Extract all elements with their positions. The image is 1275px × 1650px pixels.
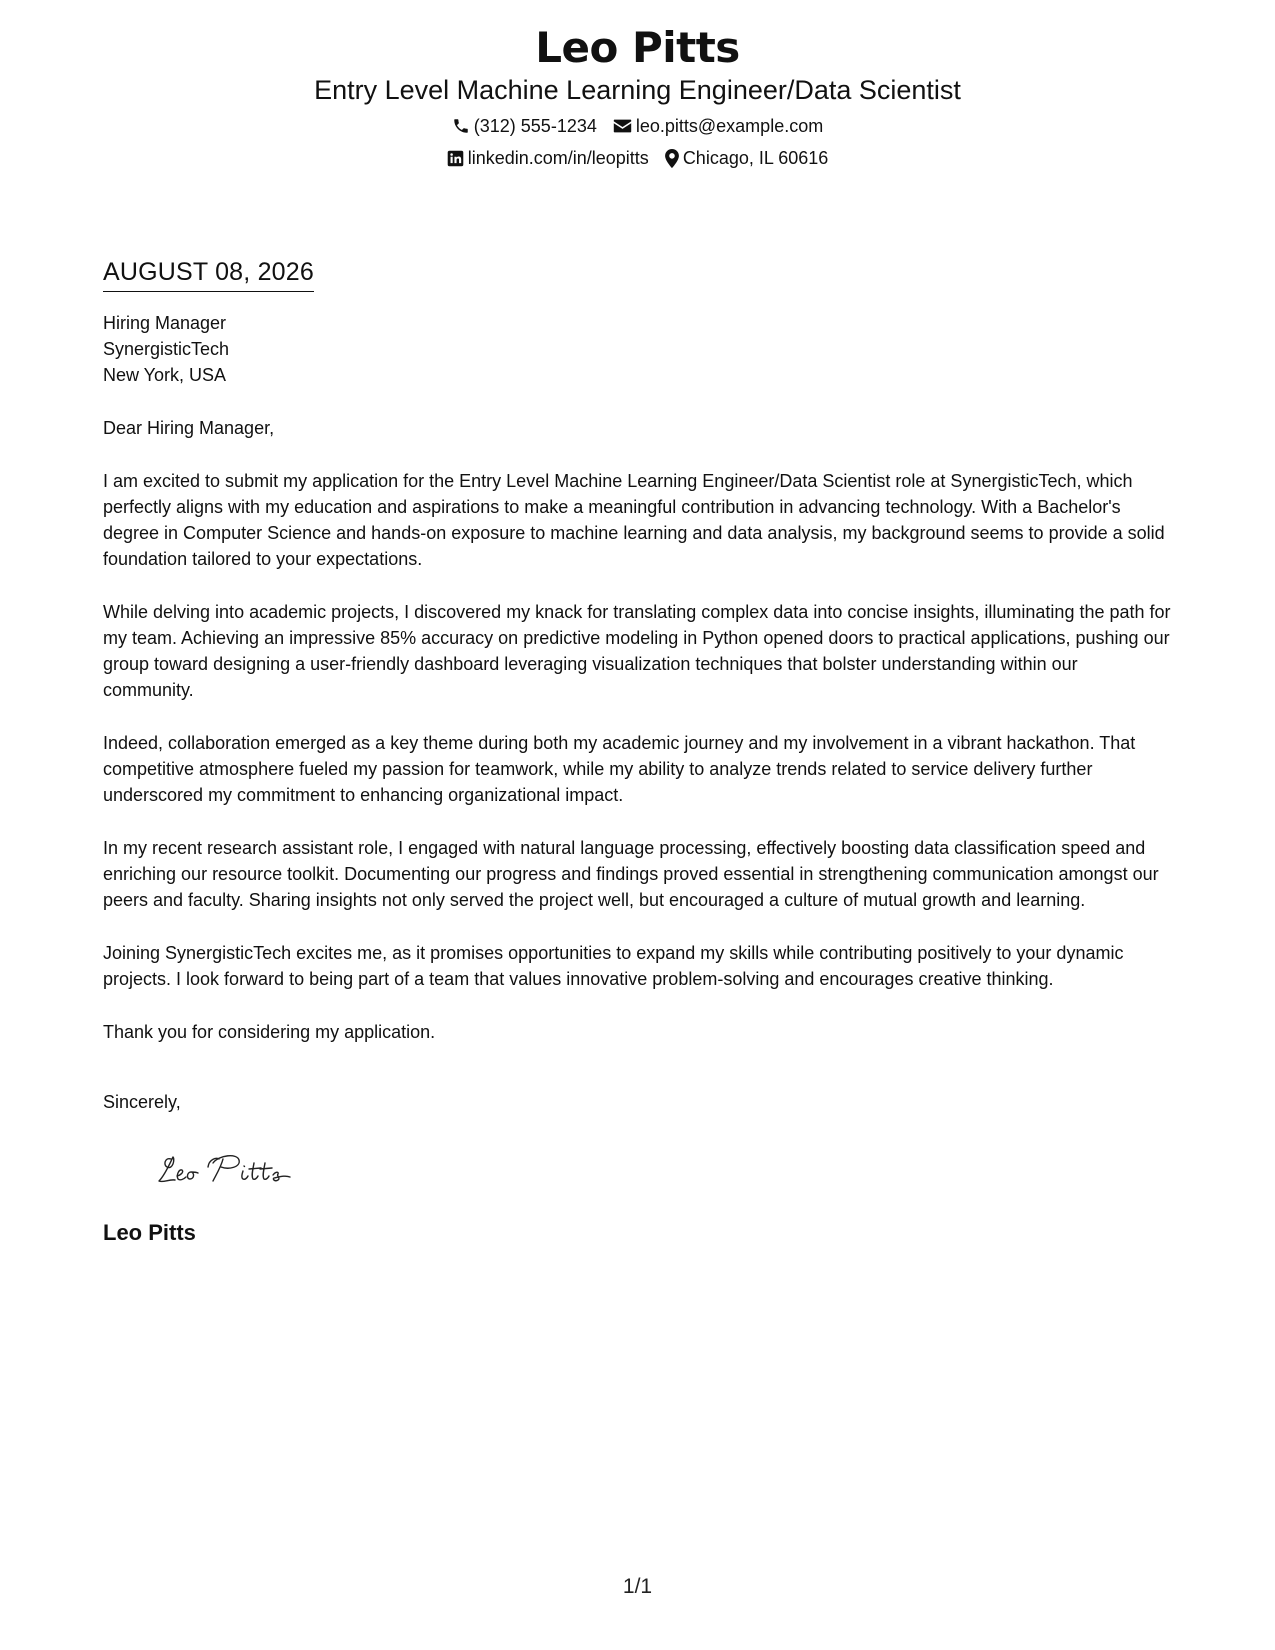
page-number: 1/1 — [622, 1575, 653, 1598]
location-text: Chicago, IL 60616 — [682, 148, 829, 168]
body-paragraph-5: Joining SynergisticTech excites me, as it promises opportunities to expand my skills while contributing positively to your dynamic projects. I look forward to being part of a team that values innovative problem-solving and encourages creative thinking. — [103, 943, 1124, 989]
contact-location — [665, 147, 828, 169]
closing-thanks: Thank you for considering my application. — [103, 1022, 436, 1042]
linkedin-icon — [447, 150, 464, 167]
body-paragraph-3: Indeed, collaboration emerged as a key theme during both my academic journey and my involvement in a vibrant hackathon. That competitive atmosphere fueled my passion for teamwork, while my ability to analyze trends related to service delivery further underscored my commitment to enhancing organizational impact. — [103, 733, 1136, 805]
recipient-location: New York, USA — [103, 365, 227, 385]
letter-body — [103, 256, 1173, 1247]
recipient-block — [103, 310, 1173, 388]
email-address: leo.pitts@example.com — [635, 116, 824, 136]
linkedin-url: linkedin.com/in/leopitts — [467, 148, 649, 168]
handwritten-signature — [153, 1145, 323, 1195]
contact-row-2 — [0, 147, 1275, 169]
contact-email — [613, 115, 823, 137]
envelope-icon — [613, 118, 632, 134]
map-pin-icon — [665, 149, 679, 168]
letter-date: AUGUST 08, 2026 — [103, 256, 314, 292]
recipient-title: Hiring Manager — [103, 313, 227, 333]
body-paragraph-2: While delving into academic projects, I discovered my knack for translating complex data into concise insights, illuminating the path for my team. Achieving an impressive 85% accuracy on predictive modeling in Python opened doors to practical applications, pushing our group toward designing a user-friendly dashboard leveraging visualization techniques that bolster understanding within our community. — [103, 602, 1171, 700]
applicant-job-title: Entry Level Machine Learning Engineer/Data Scientist — [314, 75, 961, 105]
signed-name: Leo Pitts — [103, 1220, 196, 1245]
phone-icon — [452, 117, 470, 135]
greeting: Dear Hiring Manager, — [103, 418, 275, 438]
contact-row-1 — [0, 115, 1275, 137]
body-paragraph-4: In my recent research assistant role, I engaged with natural language processing, effectively boosting data classification speed and enriching our resource toolkit. Documenting our progress and findings proved essential in strengthening communication amongst our peers and faculty. Sharing insights not only served the project well, but encouraged a culture of mutual growth and learning. — [103, 838, 1159, 910]
contact-linkedin — [447, 147, 649, 169]
recipient-company: SynergisticTech — [103, 339, 230, 359]
body-paragraph-1: I am excited to submit my application for the Entry Level Machine Learning Engineer/Data Scientist role at SynergisticTech, which perfectly aligns with my education and aspirations to make a meaningful contribution in advancing technology. With a Bachelor's degree in Computer Science and hands-on exposure to machine learning and data analysis, my background seems to provide a solid foundation tailored to your expectations. — [103, 471, 1165, 569]
signoff: Sincerely, — [103, 1092, 181, 1112]
letter-header — [0, 22, 1275, 169]
phone-number: (312) 555-1234 — [473, 116, 597, 136]
applicant-name: Leo Pitts — [535, 23, 740, 72]
contact-phone — [452, 115, 597, 137]
